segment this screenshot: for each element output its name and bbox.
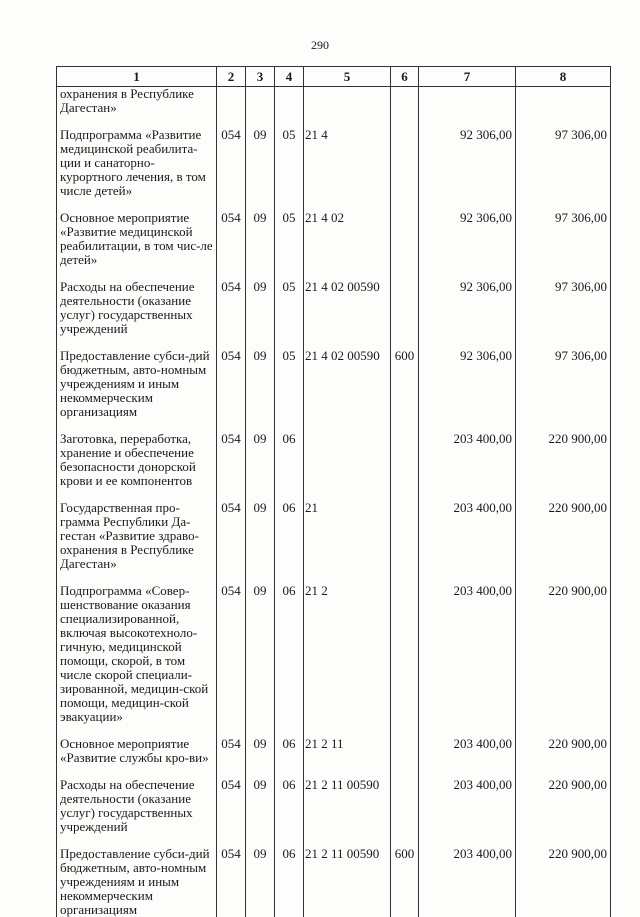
row-name: охранения в Республике Дагестан»: [57, 87, 217, 116]
cell-target-article: 21 4 02 00590: [304, 349, 391, 419]
cell-amount-year2: 220 900,00: [516, 847, 611, 917]
table-row: [57, 847, 611, 917]
spacer-cell: [391, 571, 419, 584]
cell-subsection: 06: [275, 432, 304, 488]
cell-expense-type: 600: [391, 847, 419, 917]
cell-ministry: 054: [217, 280, 246, 336]
cell-amount-year1: 92 306,00: [419, 128, 516, 198]
cell-expense-type: [391, 211, 419, 267]
cell-ministry: 054: [217, 128, 246, 198]
cell-amount-year1: 203 400,00: [419, 432, 516, 488]
cell-expense-type: [391, 280, 419, 336]
cell-target-article: 21: [304, 501, 391, 571]
cell-subsection: 06: [275, 501, 304, 571]
cell-subsection: 05: [275, 128, 304, 198]
cell-amount-year2: 220 900,00: [516, 584, 611, 724]
cell-target-article: [304, 432, 391, 488]
cell-section: 09: [246, 432, 275, 488]
spacer-cell: [304, 419, 391, 432]
cell-amount-year1: 92 306,00: [419, 349, 516, 419]
cell-ministry: [217, 87, 246, 116]
spacer-cell: [391, 198, 419, 211]
row-name: Подпрограмма «Развитие медицинской реабилита-ции и санаторно-курортного лечения, в том числе детей»: [57, 128, 217, 198]
row-name: Предоставление субси-дий бюджетным, авто-номным учреждениям и иным некоммерческим организациям: [57, 349, 217, 419]
cell-ministry: 054: [217, 847, 246, 917]
cell-target-article: 21 2 11: [304, 737, 391, 765]
cell-amount-year2: [516, 87, 611, 116]
column-header: 5: [304, 67, 391, 87]
cell-ministry: 054: [217, 349, 246, 419]
cell-section: 09: [246, 211, 275, 267]
cell-section: 09: [246, 778, 275, 834]
spacer-cell: [391, 419, 419, 432]
cell-amount-year1: [419, 87, 516, 116]
cell-section: 09: [246, 501, 275, 571]
cell-section: 09: [246, 349, 275, 419]
cell-expense-type: [391, 501, 419, 571]
spacer-cell: [391, 267, 419, 280]
cell-amount-year1: 92 306,00: [419, 211, 516, 267]
table-row: [57, 584, 611, 724]
cell-amount-year2: 220 900,00: [516, 501, 611, 571]
row-name: Государственная про-грамма Республики Да-гестан «Развитие здраво-охранения в Республике Дагестан»: [57, 501, 217, 571]
cell-ministry: 054: [217, 432, 246, 488]
table-row: [57, 737, 611, 765]
spacer-cell: [391, 765, 419, 778]
column-header: 2: [217, 67, 246, 87]
cell-target-article: 21 2: [304, 584, 391, 724]
cell-ministry: 054: [217, 211, 246, 267]
cell-ministry: 054: [217, 501, 246, 571]
table-row: [57, 501, 611, 571]
spacer-cell: [391, 724, 419, 737]
spacer-cell: [391, 115, 419, 128]
cell-amount-year1: 203 400,00: [419, 847, 516, 917]
cell-subsection: 06: [275, 847, 304, 917]
cell-amount-year2: 97 306,00: [516, 211, 611, 267]
cell-target-article: 21 2 11 00590: [304, 778, 391, 834]
cell-expense-type: 600: [391, 349, 419, 419]
cell-section: 09: [246, 737, 275, 765]
cell-target-article: [304, 87, 391, 116]
cell-target-article: 21 4 02 00590: [304, 280, 391, 336]
cell-target-article: 21 2 11 00590: [304, 847, 391, 917]
column-header: 3: [246, 67, 275, 87]
table-row: [57, 87, 611, 116]
cell-subsection: 05: [275, 211, 304, 267]
cell-subsection: 05: [275, 349, 304, 419]
table-row: [57, 211, 611, 267]
cell-subsection: 05: [275, 280, 304, 336]
cell-amount-year1: 203 400,00: [419, 584, 516, 724]
row-name: Основное мероприятие «Развитие медицинской реабилитации, в том чис-ле детей»: [57, 211, 217, 267]
cell-ministry: 054: [217, 737, 246, 765]
page-number: 290: [0, 38, 640, 53]
table-body: [57, 87, 611, 917]
row-name: Расходы на обеспечение деятельности (оказание услуг) государственных учреждений: [57, 778, 217, 834]
row-name: Основное мероприятие «Развитие службы кро-ви»: [57, 737, 217, 765]
table-row: [57, 349, 611, 419]
table-row: [57, 128, 611, 198]
cell-amount-year2: 220 900,00: [516, 737, 611, 765]
cell-expense-type: [391, 778, 419, 834]
cell-amount-year2: 97 306,00: [516, 128, 611, 198]
cell-amount-year2: 97 306,00: [516, 349, 611, 419]
cell-ministry: 054: [217, 584, 246, 724]
cell-subsection: 06: [275, 737, 304, 765]
cell-amount-year2: 220 900,00: [516, 778, 611, 834]
row-name: Подпрограмма «Совер-шенствование оказания специализированной, включая высокотехноло-гичную, медицинской помощи, скорой, в том числе скорой специали-зированной, медицин-ской помощи, медицин-ской эвакуации»: [57, 584, 217, 724]
cell-ministry: 054: [217, 778, 246, 834]
table-row: [57, 432, 611, 488]
column-header: 8: [516, 67, 611, 87]
table-row: [57, 778, 611, 834]
table-row: [57, 280, 611, 336]
column-header: 4: [275, 67, 304, 87]
spacer-cell: [391, 488, 419, 501]
column-header: 6: [391, 67, 419, 87]
cell-amount-year2: 220 900,00: [516, 432, 611, 488]
budget-table: [56, 66, 611, 917]
column-header: 7: [419, 67, 516, 87]
row-name: Предоставление субси-дий бюджетным, авто-номным учреждениям и иным некоммерческим организациям: [57, 847, 217, 917]
cell-expense-type: [391, 432, 419, 488]
cell-amount-year1: 203 400,00: [419, 778, 516, 834]
cell-amount-year2: 97 306,00: [516, 280, 611, 336]
cell-expense-type: [391, 737, 419, 765]
cell-expense-type: [391, 584, 419, 724]
row-name: Расходы на обеспечение деятельности (оказание услуг) государственных учреждений: [57, 280, 217, 336]
cell-subsection: 06: [275, 584, 304, 724]
cell-section: 09: [246, 847, 275, 917]
cell-amount-year1: 92 306,00: [419, 280, 516, 336]
cell-section: 09: [246, 280, 275, 336]
cell-subsection: 06: [275, 778, 304, 834]
cell-section: 09: [246, 584, 275, 724]
cell-amount-year1: 203 400,00: [419, 737, 516, 765]
cell-expense-type: [391, 87, 419, 116]
cell-target-article: 21 4: [304, 128, 391, 198]
column-header: 1: [57, 67, 217, 87]
cell-amount-year1: 203 400,00: [419, 501, 516, 571]
cell-section: [246, 87, 275, 116]
row-name: Заготовка, переработка, хранение и обеспечение безопасности донорской крови и ее компонентов: [57, 432, 217, 488]
cell-target-article: 21 4 02: [304, 211, 391, 267]
cell-section: 09: [246, 128, 275, 198]
header-row: [57, 67, 611, 87]
cell-subsection: [275, 87, 304, 116]
cell-expense-type: [391, 128, 419, 198]
